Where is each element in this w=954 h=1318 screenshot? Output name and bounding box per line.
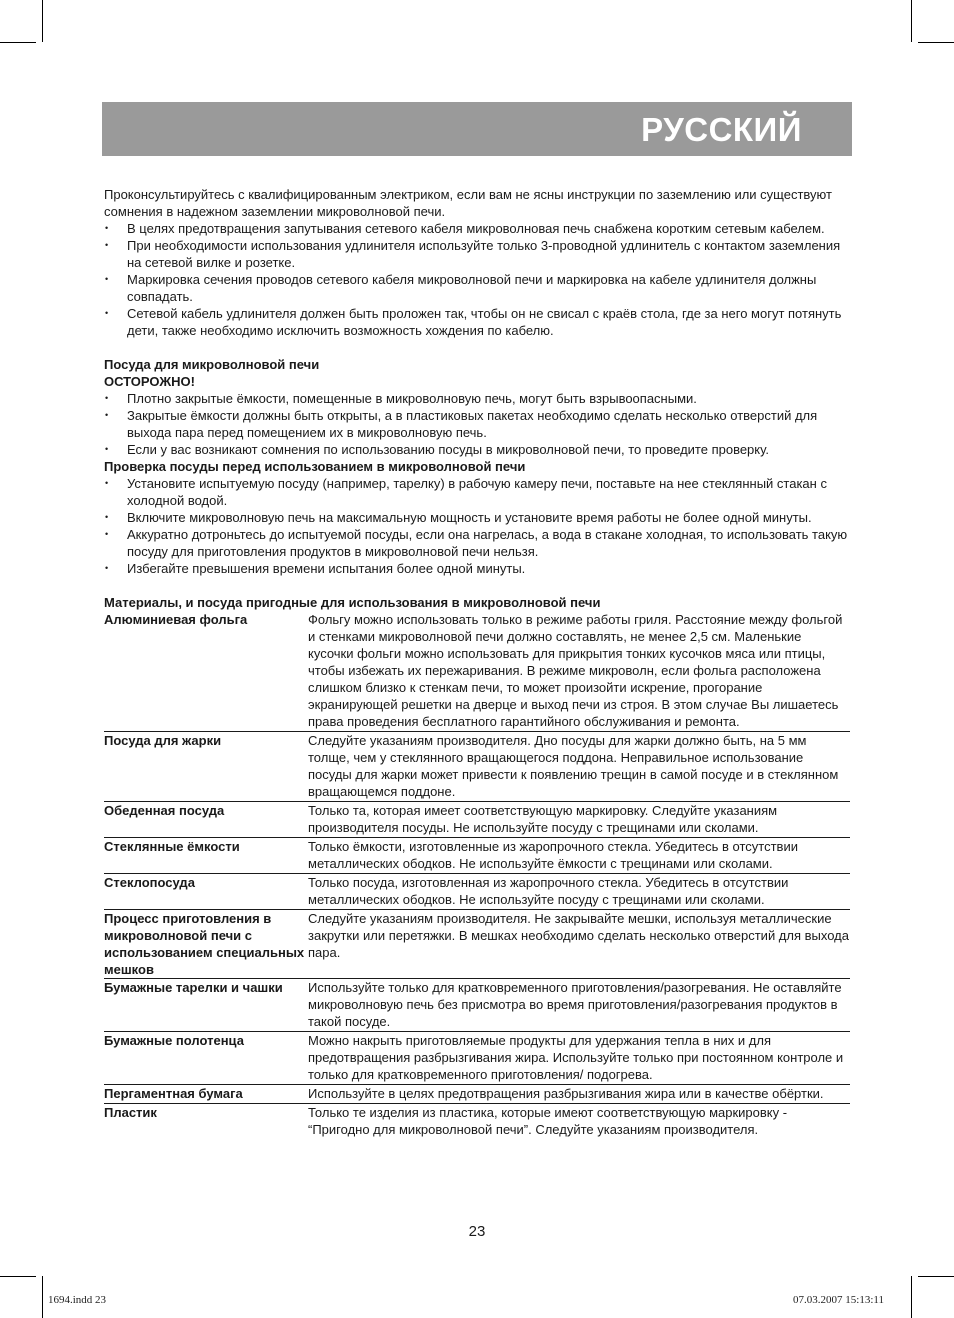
material-description: Только посуда, изготовленная из жаропрочного стекла. Убедитесь в отсутствии металлических ободков. Не используйте посуду с трещинами или сколами. [308,875,789,907]
table-row [104,838,850,874]
crop-mark [918,42,954,43]
table-row [104,1085,850,1104]
material-name: Стеклопосуда [104,875,195,890]
page-title: РУССКИЙ [641,111,802,148]
table-row [104,979,850,1032]
list-item: • Избегайте превышения времени испытания более одной минуты. [104,560,849,577]
warning-bullet-list [104,390,849,458]
language-banner [102,102,852,156]
crop-mark [0,1276,36,1277]
crop-mark [0,42,36,43]
material-name: Бумажные тарелки и чашки [104,980,283,995]
crop-mark [911,0,912,42]
list-item: • Включите микроволновую печь на максимальную мощность и установите время работы не более одной минуты. [104,509,849,526]
page-number: 23 [468,1223,486,1240]
material-name: Бумажные полотенца [104,1033,244,1048]
list-item: • Маркировка сечения проводов сетевого кабеля микроволновой печи и маркировка на кабеле удлинителя должны совпадать. [104,271,849,305]
list-item: • Установите испытуемую посуду (например, тарелку) в рабочую камеру печи, поставьте на нее стеклянный стакан с холодной водой. [104,475,849,509]
table-row [104,611,850,732]
intro-bullet-list [104,220,849,339]
list-item: • Аккуратно дотроньтесь до испытуемой посуды, если она нагрелась, а вода в стакане холодная, то использовать такую посуду для приготовления продуктов в микроволновой печи нельзя. [104,526,849,560]
material-name: Пластик [104,1105,157,1120]
material-description: Только та, которая имеет соответствующую маркировку. Следуйте указаниям производителя посуды. Не используйте посуду с трещинами или сколами. [308,803,778,835]
check-bullet-list [104,475,849,577]
material-description: Используйте только для кратковременного приготовления/разогревания. Не оставляйте микроволновую печь без присмотра во время приготовления/разогревания продуктов в такой посуде. [308,980,842,1029]
material-name: Обеденная посуда [104,803,225,818]
material-name: Пергаментная бумага [104,1086,243,1101]
material-name: Стеклянные ёмкости [104,839,240,854]
material-name: Посуда для жарки [104,733,222,748]
materials-table [104,611,850,1139]
material-description: Только ёмкости, изготовленные из жаропрочного стекла. Убедитесь в отсутствии металлических ободков. Не используйте ёмкости с трещинами или сколами. [308,839,798,871]
material-description: Следуйте указаниям производителя. Дно посуды для жарки должно быть, на 5 мм толще, чем у стеклянного вращающегося поддона. Неправильное использование посуды для жарки может привести к появлению трещин в самой посуде и в стеклянном вращающемся поддоне. [308,733,839,799]
table-row [104,802,850,838]
date-slug: 07.03.2007 15:13:11 [793,1294,884,1306]
crop-mark [911,1276,912,1318]
material-name: Алюминиевая фольга [104,612,248,627]
list-item: • В целях предотвращения запутывания сетевого кабеля микроволновая печь снабжена коротким сетевым кабелем. [104,220,849,237]
list-item: • Закрытые ёмкости должны быть открыты, а в пластиковых пакетах необходимо сделать несколько отверстий для выхода пара перед помещением их в микроволновую печь. [104,407,849,441]
material-description: Только те изделия из пластика, которые имеют соответствующую маркировку - “Пригодно для микроволновой печи”. Следуйте указаниям производителя. [308,1105,788,1137]
check-heading: Проверка посуды перед использованием в микроволновой печи [104,459,526,474]
page-content [104,186,849,1139]
cookware-heading: Посуда для микроволновой печи [104,357,320,372]
crop-mark [918,1276,954,1277]
materials-heading: Материалы, и посуда пригодные для использования в микроволновой печи [104,595,601,610]
table-row [104,1032,850,1085]
material-description: Можно накрыть приготовляемые продукты для удержания тепла в них и для предотвращения разбрызгивания жира. Используйте только при постоянном контроле и только для кратковременного приготовления/ подогрева. [308,1033,844,1082]
material-name: Процесс приготовления в микроволновой печи с использованием специальных мешков [104,911,305,977]
material-description: Фольгу можно использовать только в режиме работы гриля. Расстояние между фольгой и стенками микроволновой печи должно составлять, не менее 2,5 см. Маленькие кусочки фольги можно использовать для прикрытия тонких кусочков мяса или птицы, чтобы избежать их пережаривания. В режиме микроволн, если фольга расположена слишком близко к стенкам печи, то может произойти искрение, прогорание экранирующей решетки на дверце и выход печи из строя. В этом случае Вы лишаетесь права проведения бесплатного гарантийного обслуживания и ремонта. [308,612,843,729]
file-slug: 1694.indd 23 [48,1294,107,1306]
table-row [104,732,850,802]
crop-mark [42,1276,43,1318]
list-item: • Сетевой кабель удлинителя должен быть проложен так, чтобы он не свисал с краёв стола, где за него могут потянуть дети, также необходимо исключить возможность хождения по кабелю. [104,305,849,339]
table-row [104,910,850,979]
table-row [104,1104,850,1140]
list-item: • Плотно закрытые ёмкости, помещенные в микроволновую печь, могут быть взрывоопасными. [104,390,849,407]
material-description: Используйте в целях предотвращения разбрызгивания жира или в качестве обёртки. [308,1086,824,1101]
warning-label: ОСТОРОЖНО! [104,374,195,389]
table-row [104,874,850,910]
list-item: • При необходимости использования удлинителя используйте только 3-проводной удлинитель с контактом заземления на сетевой вилке и розетке. [104,237,849,271]
material-description: Следуйте указаниям производителя. Не закрывайте мешки, используя металлические закрутки или перетяжки. В мешках необходимо сделать несколько отверстий для выхода пара. [308,911,849,960]
intro-paragraph: Проконсультируйтесь с квалифицированным электриком, если вам не ясны инструкции по заземлению или существуют сомнения в надежном заземлении микроволновой печи. [104,187,832,219]
crop-mark [42,0,43,42]
list-item: • Если у вас возникают сомнения по использованию посуды в микроволновой печи, то проведите проверку. [104,441,849,458]
